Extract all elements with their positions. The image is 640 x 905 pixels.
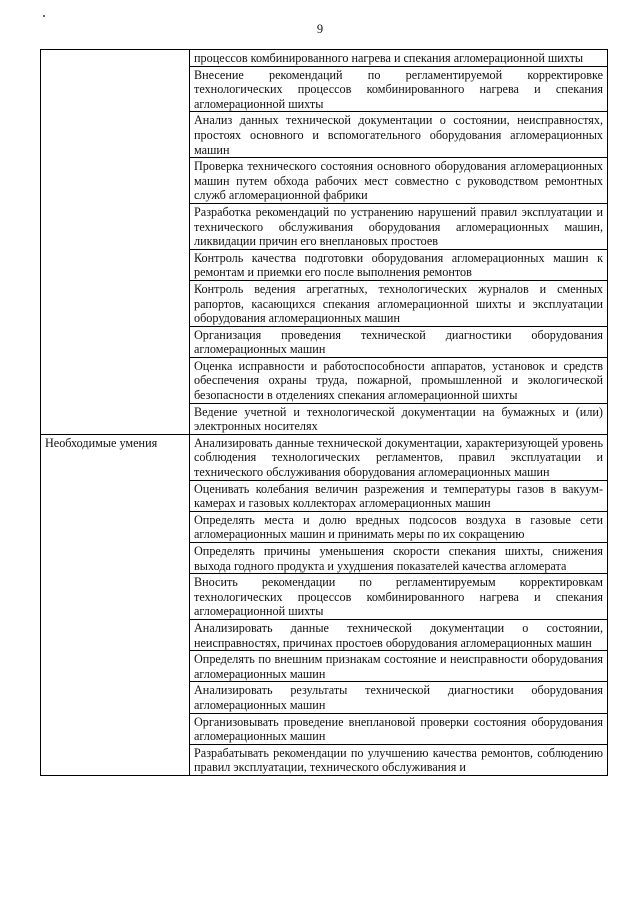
requirements-table-body xyxy=(41,50,608,776)
requirement-text: Анализировать результаты технической диагностики оборудования агломерационных машин xyxy=(190,682,608,713)
table-row xyxy=(41,50,608,67)
requirement-text: Разработка рекомендаций по устранению нарушений правил эксплуатации и технического обслуживания оборудования агломерационных машин, ликвидации причин его внеплановых простоев xyxy=(190,203,608,249)
requirement-text: Вносить рекомендации по регламентируемым корректировкам технологических процессов комбинированного нагрева и спекания агломерационной шихты xyxy=(190,574,608,620)
requirement-text: Организовывать проведение внеплановой проверки состояния оборудования агломерационных машин xyxy=(190,713,608,744)
requirement-text: Контроль ведения агрегатных, технологических журналов и сменных рапортов, касающихся спекания агломерационной шихты и эксплуатации оборудования агломерационных машин xyxy=(190,280,608,326)
requirement-text: Оценивать колебания величин разрежения и температуры газов в вакуум-камерах и газовых коллекторах агломерационных машин xyxy=(190,480,608,511)
requirement-text: Организация проведения технической диагностики оборудования агломерационных машин xyxy=(190,326,608,357)
requirement-text: Оценка исправности и работоспособности аппаратов, установок и средств обеспечения охраны труда, пожарной, промышленной и экологической безопасности в отделениях спекания агломерационной шихты xyxy=(190,357,608,403)
requirement-text: Анализировать данные технической документации, характеризующей уровень соблюдения технологических регламентов, правил эксплуатации и технического обслуживания оборудования агломерационных машин xyxy=(190,434,608,480)
requirement-text: Контроль качества подготовки оборудования агломерационных машин к ремонтам и приемки его после выполнения ремонтов xyxy=(190,249,608,280)
scan-dot xyxy=(43,15,45,17)
requirements-table xyxy=(40,49,608,776)
requirement-text: Анализ данных технической документации о состоянии, неисправностях, простоях основного и вспомогательного оборудования агломерационных машин xyxy=(190,112,608,158)
page-number: 9 xyxy=(316,22,324,36)
requirement-text: Анализировать данные технической документации о состоянии, неисправностях, причинах простоев оборудования агломерационных машин xyxy=(190,619,608,650)
section-label: Необходимые умения xyxy=(41,434,190,775)
requirement-text: процессов комбинированного нагрева и спекания агломерационной шихты xyxy=(190,50,608,67)
requirement-text: Разрабатывать рекомендации по улучшению качества ремонтов, соблюдению правил эксплуатации, технического обслуживания и xyxy=(190,744,608,775)
requirement-text: Ведение учетной и технологической документации на бумажных и (или) электронных носителях xyxy=(190,403,608,434)
requirement-text: Определять причины уменьшения скорости спекания шихты, снижения выхода годного продукта и ухудшения показателей качества агломерата xyxy=(190,543,608,574)
requirement-text: Проверка технического состояния основного оборудования агломерационных машин путем обхода рабочих мест совместно с руководством ремонтных служб агломерационной фабрики xyxy=(190,158,608,204)
requirement-text: Определять по внешним признакам состояние и неисправности оборудования агломерационных машин xyxy=(190,651,608,682)
table-row xyxy=(41,434,608,480)
requirement-text: Определять места и долю вредных подсосов воздуха в газовые сети агломерационных машин и принимать меры по их сокращению xyxy=(190,511,608,542)
section-label xyxy=(41,50,190,435)
requirement-text: Внесение рекомендаций по регламентируемой корректировке технологических процессов комбинированного нагрева и спекания агломерационной шихты xyxy=(190,66,608,112)
